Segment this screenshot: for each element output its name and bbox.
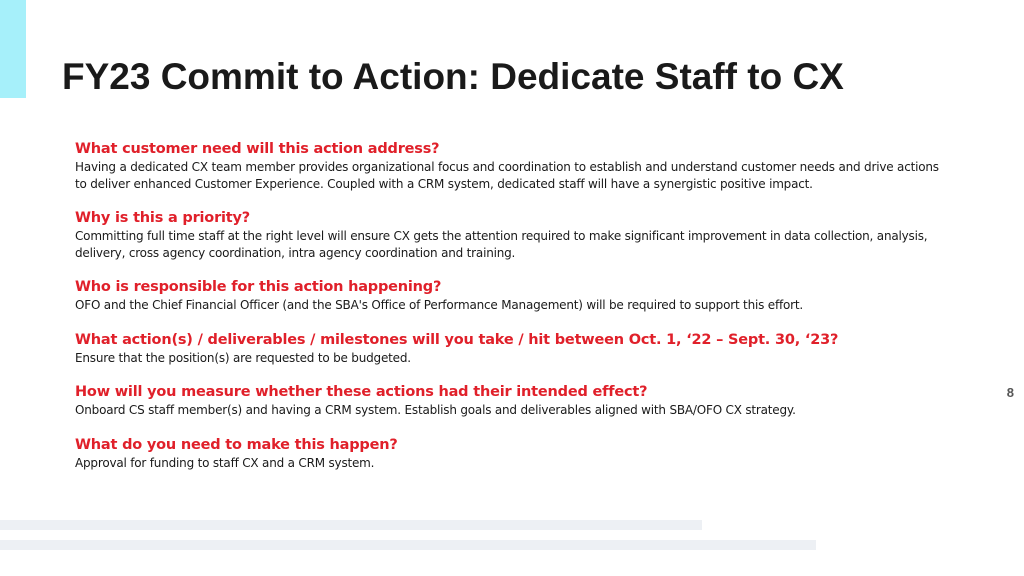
section-responsible bbox=[75, 278, 945, 314]
slide-content bbox=[75, 140, 945, 488]
footer-stripe-top bbox=[0, 520, 702, 530]
accent-bar bbox=[0, 0, 26, 98]
section-answer: OFO and the Chief Financial Officer (and the SBA's Office of Performance Management) will be required to support this effort. bbox=[75, 298, 804, 312]
section-priority bbox=[75, 209, 945, 261]
section-question: What do you need to make this happen? bbox=[75, 436, 398, 453]
section-answer: Approval for funding to staff CX and a CRM system. bbox=[75, 455, 375, 470]
section-measure bbox=[75, 383, 945, 419]
section-question: How will you measure whether these actions had their intended effect? bbox=[75, 384, 648, 400]
section-question: What action(s) / deliverables / milestones will you take / hit between Oct. 1, ‘22 – Sept. 30, ‘23? bbox=[75, 331, 839, 348]
section-deliverables bbox=[75, 331, 945, 367]
section-question: What customer need will this action address? bbox=[75, 141, 440, 157]
section-needs bbox=[75, 436, 945, 472]
page-number: 8 bbox=[1006, 385, 1014, 400]
section-question: Why is this a priority? bbox=[75, 210, 250, 226]
section-customer-need bbox=[75, 140, 945, 192]
footer-stripe-bottom bbox=[0, 540, 816, 550]
section-answer: Onboard CS staff member(s) and having a CRM system. Establish goals and deliverables aligned with SBA/OFO CX strategy. bbox=[75, 403, 796, 417]
section-answer: Ensure that the position(s) are requested to be budgeted. bbox=[75, 350, 411, 365]
section-answer: Having a dedicated CX team member provides organizational focus and coordination to establish and understand customer needs and drive actions to deliver enhanced Customer Experience. Coupled with a CRM system, dedicated staff will have a synergistic positive impact. bbox=[75, 160, 939, 191]
section-answer: Committing full time staff at the right level will ensure CX gets the attention required to make significant improvement in data collection, analysis, delivery, cross agency coordination, intra agency coordination and training. bbox=[75, 229, 928, 260]
section-question: Who is responsible for this action happening? bbox=[75, 279, 442, 295]
slide-title: FY23 Commit to Action: Dedicate Staff to CX bbox=[62, 56, 844, 97]
